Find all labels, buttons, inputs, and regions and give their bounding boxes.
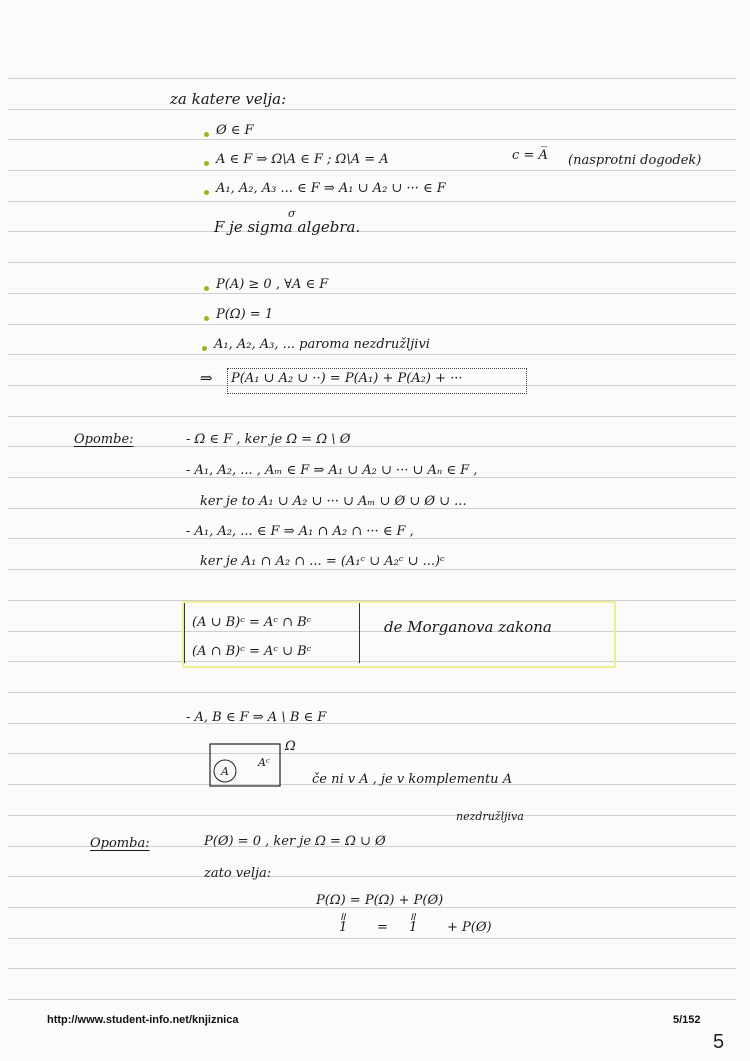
source-link[interactable]: http://www.student-info.net/knjiznica xyxy=(47,1014,239,1026)
difference-rule: - A, B ∈ F ⇒ A \ B ∈ F xyxy=(186,710,327,725)
ruled-line xyxy=(8,201,736,202)
implies-arrow: ⇒ xyxy=(200,369,213,387)
morgan-law-2: (A ∩ B)ᶜ = Aᶜ ∪ Bᶜ xyxy=(192,644,312,659)
final-one-left: 1 xyxy=(339,920,348,935)
venn-diagram xyxy=(209,743,281,787)
remark-1: - Ω ∈ F , ker je Ω = Ω \ Ø xyxy=(186,432,351,447)
bullet xyxy=(204,190,209,195)
therefore-text: zato velja: xyxy=(204,866,272,881)
remark-2-cont: ker je to A₁ ∪ A₂ ∪ ··· ∪ Aₘ ∪ Ø ∪ Ø ∪ ... xyxy=(200,494,467,509)
ruled-line xyxy=(8,139,736,140)
ruled-line xyxy=(8,876,736,877)
ruled-line xyxy=(8,78,736,79)
prob-axiom-1: P(A) ≥ 0 , ∀A ∈ F xyxy=(216,277,329,292)
venn-note: če ni v A , je v komplementu A xyxy=(312,772,513,787)
ruled-line xyxy=(8,569,736,570)
final-one-right: 1 xyxy=(409,920,418,935)
complement-tail: c = A̅ xyxy=(512,148,548,163)
additivity-formula: P(A₁ ∪ A₂ ∪ ··) = P(A₁) + P(A₂) + ··· xyxy=(231,371,463,386)
ruled-line xyxy=(8,354,736,355)
intro-text: za katere velja: xyxy=(170,90,287,108)
sigma-condition-3: A₁, A₂, A₃ ... ∈ F ⇒ A₁ ∪ A₂ ∪ ··· ∈ F xyxy=(216,181,446,196)
venn-a-label: A xyxy=(221,765,229,778)
ruled-line xyxy=(8,293,736,294)
ruled-line xyxy=(8,753,736,754)
remarks-label: Opombe: xyxy=(74,432,134,447)
remark-3-cont: ker je A₁ ∩ A₂ ∩ ... = (A₁ᶜ ∪ A₂ᶜ ∪ ...)ᶜ xyxy=(200,554,445,569)
page-number-mark: 5 xyxy=(713,1031,725,1053)
remark2-label: Opomba: xyxy=(90,836,150,851)
bullet xyxy=(204,286,209,291)
ruled-line xyxy=(8,170,736,171)
sigma-conclusion: F je sigma algebra. xyxy=(214,218,361,236)
bullet xyxy=(204,132,209,137)
page-count: 5/152 xyxy=(673,1014,701,1026)
morgan-law-1: (A ∪ B)ᶜ = Aᶜ ∩ Bᶜ xyxy=(192,615,312,630)
ruled-line xyxy=(8,109,736,110)
bullet xyxy=(204,161,209,166)
opposite-event-note: (nasprotni dogodek) xyxy=(568,153,702,168)
final-empty-term: + P(Ø) xyxy=(447,920,492,935)
ruled-line xyxy=(8,815,736,816)
equals-mark: ॥ xyxy=(339,910,346,923)
ruled-line xyxy=(8,938,736,939)
prob-axiom-3: A₁, A₂, A₃, ... paroma nezdružljivi xyxy=(214,337,430,352)
ruled-line xyxy=(8,231,736,232)
remark-2: - A₁, A₂, ... , Aₘ ∈ F ⇒ A₁ ∪ A₂ ∪ ··· ∪ Aₙ ∈ F , xyxy=(186,463,478,478)
bullet xyxy=(202,346,207,351)
ruled-line xyxy=(8,692,736,693)
remark-3: - A₁, A₂, ... ∈ F ⇒ A₁ ∩ A₂ ∩ ··· ∈ F , xyxy=(186,524,414,539)
sigma-condition-1: Ø ∈ F xyxy=(216,123,254,138)
venn-ac-label: Aᶜ xyxy=(258,756,270,769)
equals-mark: ॥ xyxy=(409,910,416,923)
prob-axiom-2: P(Ω) = 1 xyxy=(216,307,274,322)
morgan-label: de Morganova zakona xyxy=(384,618,552,636)
sigma-condition-2: A ∈ F ⇒ Ω\A ∈ F ; Ω\A = A xyxy=(216,152,389,167)
disjoint-note: nezdružljiva xyxy=(456,810,524,823)
sigma-mark: σ xyxy=(288,207,296,220)
final-equals: = xyxy=(377,920,388,935)
ruled-line xyxy=(8,262,736,263)
ruled-line xyxy=(8,968,736,969)
bullet xyxy=(204,316,209,321)
ruled-line xyxy=(8,723,736,724)
ruled-line xyxy=(8,324,736,325)
ruled-line xyxy=(8,999,736,1000)
final-equation: P(Ω) = P(Ω) + P(Ø) xyxy=(316,893,444,908)
empty-set-prob: P(Ø) = 0 , ker je Ω = Ω ∪ Ø xyxy=(204,834,386,849)
venn-omega-label: Ω xyxy=(285,739,296,754)
ruled-line xyxy=(8,416,736,417)
